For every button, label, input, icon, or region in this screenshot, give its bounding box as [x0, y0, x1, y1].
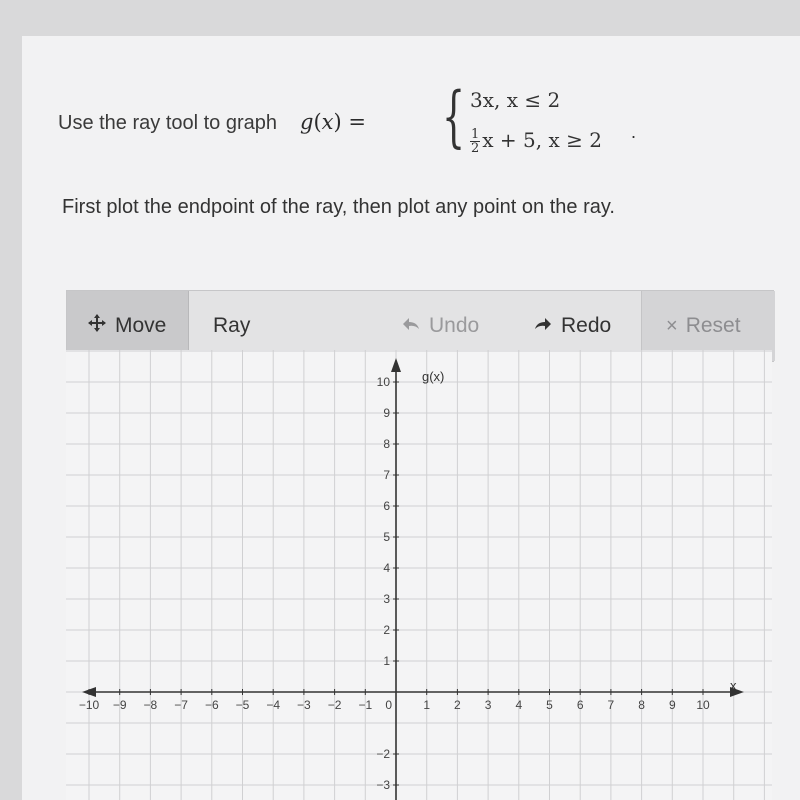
piecewise-case-1: 3x, x ≤ 2 — [470, 88, 561, 112]
x-tick-label: −8 — [143, 698, 158, 712]
close-x-icon: × — [666, 314, 678, 337]
move-label: Move — [115, 314, 167, 337]
x-tick-label: −4 — [266, 698, 281, 712]
y-tick-label: 4 — [383, 561, 390, 575]
redo-label: Redo — [561, 314, 612, 337]
piecewise-brace: { — [442, 78, 466, 155]
y-tick-label: −2 — [376, 747, 390, 761]
ray-label: Ray — [213, 314, 251, 337]
x-tick-label: −3 — [297, 698, 311, 712]
x-tick-label: 5 — [546, 698, 553, 712]
x-tick-label: −2 — [327, 698, 342, 712]
x-tick-label: 9 — [668, 698, 676, 712]
redo-arrow-icon — [533, 315, 553, 338]
graph-background — [66, 350, 772, 800]
x-tick-label: −5 — [235, 698, 250, 712]
y-tick-label: −3 — [376, 778, 390, 792]
coordinate-plane[interactable] — [66, 350, 772, 800]
x-tick-label: −10 — [78, 698, 100, 712]
reset-label: Reset — [685, 314, 741, 337]
y-tick-label: 1 — [383, 654, 390, 668]
x-tick-label: 2 — [454, 698, 461, 712]
y-tick-label: 8 — [383, 437, 390, 451]
case-2-expression: x + 5, x ≥ 2 — [482, 128, 602, 152]
x-tick-label: 6 — [576, 698, 584, 712]
function-variable: x — [321, 110, 334, 134]
y-tick-label: 6 — [383, 499, 390, 513]
x-tick-label: −1 — [358, 698, 373, 712]
piecewise-case-2 — [470, 128, 602, 155]
x-tick-label: −9 — [112, 698, 127, 712]
prompt-period: . — [631, 122, 637, 142]
undo-arrow-icon — [401, 315, 421, 338]
undo-label: Undo — [429, 314, 480, 337]
y-tick-label: 10 — [376, 375, 390, 389]
x-axis-label: x — [730, 678, 737, 693]
x-tick-label: 1 — [423, 698, 431, 712]
y-tick-label: 5 — [383, 530, 390, 544]
y-tick-label: 7 — [383, 468, 390, 482]
fraction-denominator: 2 — [471, 141, 480, 156]
x-tick-label: 4 — [515, 698, 523, 712]
y-tick-label: 9 — [383, 406, 390, 420]
fraction-numerator: 1 — [471, 127, 480, 142]
function-name: g(x) = — [300, 110, 366, 134]
y-tick-label: 2 — [383, 623, 390, 637]
prompt-text: Use the ray tool to graph — [58, 112, 278, 134]
question-prompt — [58, 78, 637, 166]
x-tick-label: −7 — [174, 698, 188, 712]
y-tick-label: 3 — [383, 592, 390, 606]
instruction-text: First plot the endpoint of the ray, then plot any point on the ray. — [62, 196, 615, 218]
origin-label: 0 — [385, 698, 392, 712]
fraction — [470, 128, 480, 155]
function-letter: g — [300, 110, 314, 134]
move-arrows-icon — [87, 313, 107, 339]
x-tick-label: −6 — [204, 698, 219, 712]
x-tick-label: 7 — [607, 698, 615, 712]
x-tick-label: 8 — [638, 698, 645, 712]
x-tick-label: 10 — [696, 698, 710, 712]
x-tick-label: 3 — [484, 698, 492, 712]
y-axis-label: g(x) — [422, 369, 445, 384]
